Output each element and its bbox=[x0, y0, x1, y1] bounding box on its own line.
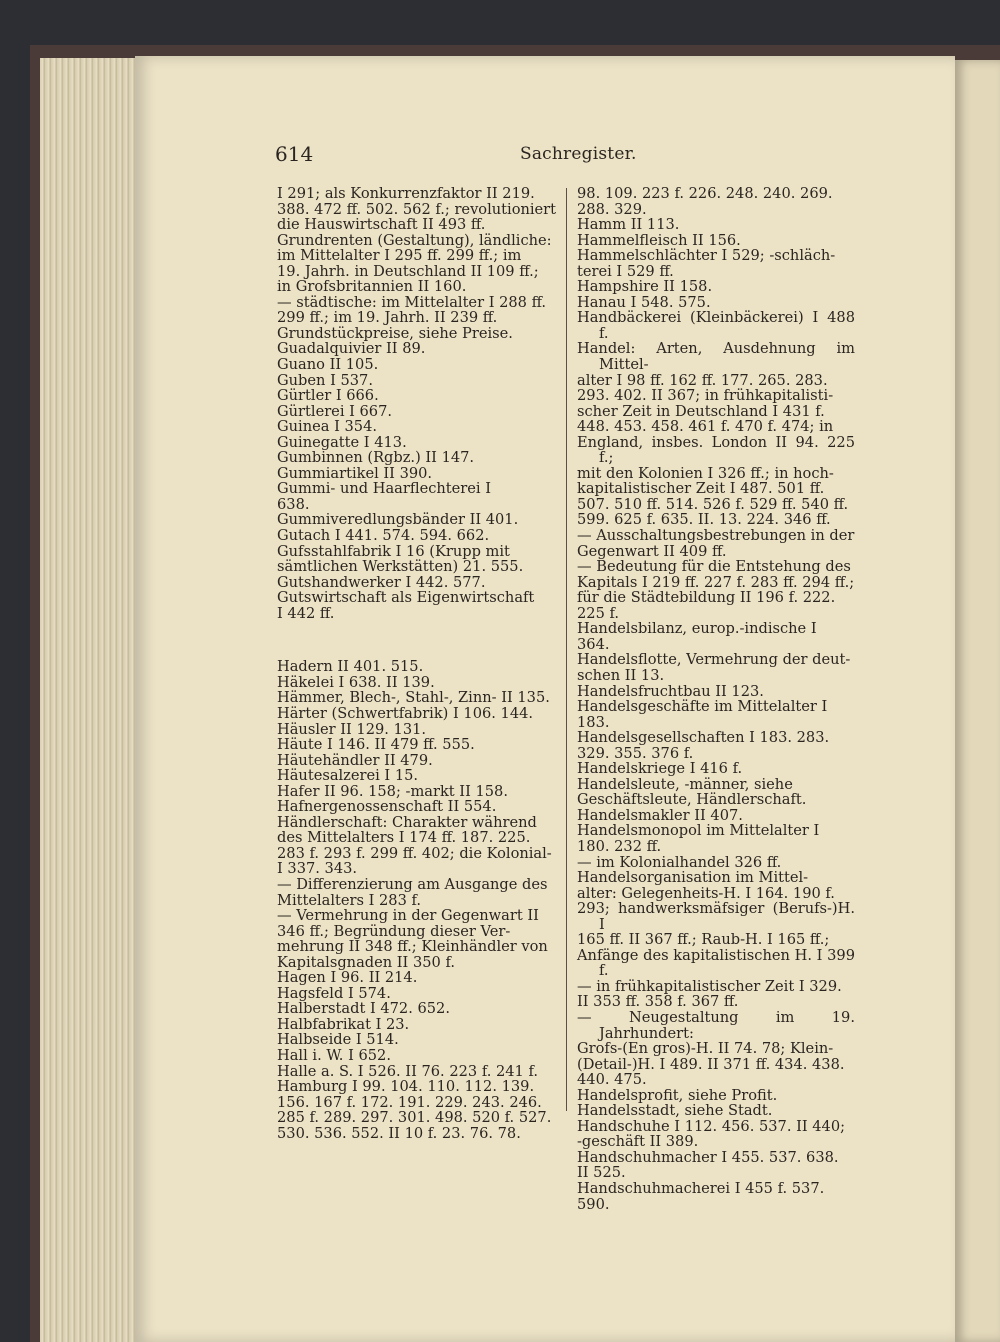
index-entry bbox=[277, 466, 559, 482]
index-entry bbox=[277, 373, 559, 389]
index-entry bbox=[577, 279, 855, 295]
index-entry-line: Mittelalters I 283 f. bbox=[277, 891, 422, 909]
index-entry bbox=[277, 295, 559, 326]
index-entry bbox=[577, 1119, 855, 1150]
index-entry-line: Handbäckerei (Kleinbäckerei) I 488 f. bbox=[577, 309, 855, 342]
index-entry-line: — städtische: im Mittelalter I 288 ff. bbox=[277, 293, 547, 311]
index-entry-line: 225 f. bbox=[577, 604, 620, 622]
index-entry-line: Halberstadt I 472. 652. bbox=[277, 1000, 450, 1018]
index-entry-line: im Mittelalter I 295 ff. 299 ff.; im bbox=[277, 247, 522, 265]
index-entry-line: — im Kolonialhandel 326 ff. bbox=[577, 853, 782, 871]
index-entry-line: 299 ff.; im 19. Jahrh. II 239 ff. bbox=[277, 309, 498, 327]
index-entry-line: 346 ff.; Begründung dieser Ver- bbox=[277, 922, 511, 940]
index-entry-line: -geschäft II 389. bbox=[577, 1133, 699, 1151]
index-entry-line: Handelsflotte, Vermehrung der deut- bbox=[577, 651, 851, 669]
index-entry-line: Häusler II 129. 131. bbox=[277, 720, 427, 738]
index-entry-line: 165 ff. II 367 ff.; Raub-H. I 165 ff.; bbox=[577, 931, 830, 949]
index-entry-line: 183. bbox=[577, 713, 610, 731]
index-entry bbox=[277, 575, 559, 591]
index-entry-line: 19. Jahrh. in Deutschland II 109 ff.; bbox=[277, 262, 539, 280]
index-entry-line: Handelsorganisation im Mittel- bbox=[577, 869, 809, 887]
index-entry-line: 293; handwerksmäfsiger (Berufs-)H. I bbox=[577, 900, 855, 933]
index-entry bbox=[577, 730, 855, 761]
index-entry-line: Handelsmonopol im Mittelalter I bbox=[577, 822, 820, 840]
index-entry-line: Hamm II 113. bbox=[577, 216, 680, 234]
index-entry bbox=[577, 1181, 855, 1212]
index-entry-line: Handelsmakler II 407. bbox=[577, 806, 743, 824]
index-entry-line: — Differenzierung am Ausgange des bbox=[277, 875, 548, 893]
index-entry-line: Gufsstahlfabrik I 16 (Krupp mit bbox=[277, 542, 510, 560]
index-entry bbox=[277, 1079, 559, 1141]
index-entry bbox=[577, 808, 855, 824]
index-entry-line: Kapitalsgnaden II 350 f. bbox=[277, 953, 455, 971]
index-entry-line: Handelsleute, -männer, siehe bbox=[577, 775, 793, 793]
index-entry bbox=[277, 404, 559, 420]
index-entry-line: (Detail-)H. I 489. II 371 ff. 434. 438. bbox=[577, 1055, 845, 1073]
section-gap bbox=[277, 621, 559, 659]
index-entry-line: Härter (Schwertfabrik) I 106. 144. bbox=[277, 704, 534, 722]
index-entry-line: Hanau I 548. 575. bbox=[577, 293, 711, 311]
index-entry-line: I 291; als Konkurrenzfaktor II 219. bbox=[277, 185, 535, 202]
index-entry-line: 638. bbox=[277, 495, 310, 513]
index-entry-line: 285 f. 289. 297. 301. 498. 520 f. 527. bbox=[277, 1109, 552, 1127]
index-entry bbox=[277, 908, 559, 970]
index-entry-line: 293. 402. II 367; in frühkapitalisti- bbox=[577, 387, 834, 405]
index-entry bbox=[577, 1150, 855, 1181]
index-entry-line: Hadern II 401. 515. bbox=[277, 658, 424, 676]
index-entry bbox=[277, 675, 559, 691]
index-entry-line: Häutesalzerei I 15. bbox=[277, 767, 419, 785]
index-entry bbox=[277, 233, 559, 295]
index-entry bbox=[577, 248, 855, 279]
index-entry bbox=[577, 233, 855, 249]
index-entry-line: Guadalquivier II 89. bbox=[277, 340, 426, 358]
index-entry-line: Gürtlerei I 667. bbox=[277, 402, 393, 420]
index-entry-line: Hammelschlächter I 529; -schläch- bbox=[577, 247, 836, 265]
index-entry-line: 283 f. 293 f. 299 ff. 402; die Kolonial- bbox=[277, 844, 552, 862]
index-entry bbox=[577, 823, 855, 854]
index-entry-line: Hall i. W. I 652. bbox=[277, 1046, 391, 1064]
index-entry-line: terei I 529 ff. bbox=[577, 262, 674, 280]
index-entry bbox=[577, 341, 855, 528]
index-entry-line: II 525. bbox=[577, 1164, 626, 1182]
index-entry bbox=[277, 659, 559, 675]
index-column-left bbox=[277, 186, 559, 1141]
index-entry-line: — Bedeutung für die Entstehung des bbox=[577, 558, 851, 576]
index-entry bbox=[577, 684, 855, 700]
page-number: 614 bbox=[275, 142, 314, 166]
index-entry bbox=[277, 753, 559, 769]
index-entry-line: Hämmer, Blech-, Stahl-, Zinn- II 135. bbox=[277, 689, 550, 707]
index-entry-line: Hamburg I 99. 104. 110. 112. 139. bbox=[277, 1078, 535, 1096]
index-entry-line: 599. 625 f. 635. II. 13. 224. 346 ff. bbox=[577, 511, 831, 529]
index-entry-line: mehrung II 348 ff.; Kleinhändler von bbox=[277, 938, 548, 956]
index-entry bbox=[277, 528, 559, 544]
index-entry-line: Gutshandwerker I 442. 577. bbox=[277, 573, 486, 591]
index-entry-line: England, insbes. London II 94. 225 f.; bbox=[577, 433, 855, 467]
index-entry bbox=[277, 512, 559, 528]
index-entry-line: Hafnergenossenschaft II 554. bbox=[277, 798, 497, 816]
index-entry-line: Handelsstadt, siehe Stadt. bbox=[577, 1102, 773, 1120]
index-entry-line: — Ausschaltungsbestrebungen in der bbox=[577, 527, 855, 545]
page-edges bbox=[40, 58, 140, 1342]
index-entry-line: 329. 355. 376 f. bbox=[577, 744, 694, 762]
index-entry bbox=[577, 777, 855, 808]
index-entry bbox=[277, 815, 559, 877]
index-entry-line: die Hauswirtschaft II 493 ff. bbox=[277, 216, 486, 234]
index-entry-line: Häkelei I 638. II 139. bbox=[277, 673, 435, 691]
index-entry bbox=[277, 435, 559, 451]
index-entry-line: sämtlichen Werkstätten) 21. 555. bbox=[277, 558, 524, 576]
index-entry-line: Grundstückpreise, siehe Preise. bbox=[277, 324, 513, 342]
index-entry-line: schen II 13. bbox=[577, 666, 665, 684]
index-entry-line: — Vermehrung in der Gegenwart II bbox=[277, 907, 539, 925]
index-entry-line: kapitalistischer Zeit I 487. 501 ff. bbox=[577, 480, 825, 498]
index-entry-line: Gumbinnen (Rgbz.) II 147. bbox=[277, 449, 475, 467]
index-entry bbox=[277, 768, 559, 784]
page-header bbox=[0, 142, 1000, 172]
index-entry-line: für die Städtebildung II 196 f. 222. bbox=[577, 589, 836, 607]
index-entry bbox=[277, 1001, 559, 1017]
index-entry-line: Guinea I 354. bbox=[277, 418, 377, 436]
index-entry-line: Handelsprofit, siehe Profit. bbox=[577, 1086, 778, 1104]
index-entry-line: Handel: Arten, Ausdehnung im Mittel- bbox=[577, 340, 855, 374]
column-divider bbox=[566, 188, 567, 1111]
index-entry bbox=[277, 799, 559, 815]
index-entry-line: Handelsgeschäfte im Mittelalter I bbox=[577, 698, 828, 716]
index-entry-line: Handschuhmacherei I 455 f. 537. bbox=[577, 1180, 825, 1197]
index-entry-line: mit den Kolonien I 326 ff.; in hoch- bbox=[577, 464, 834, 482]
index-entry-line: II 353 ff. 358 f. 367 ff. bbox=[577, 993, 739, 1011]
index-entry bbox=[577, 310, 855, 341]
index-entry-line: — Neugestaltung im 19. Jahrhundert: bbox=[577, 1008, 855, 1042]
index-entry-line: 448. 453. 458. 461 f. 470 f. 474; in bbox=[577, 418, 834, 436]
index-entry-line: Häutehändler II 479. bbox=[277, 751, 433, 769]
index-entry-line: 440. 475. bbox=[577, 1071, 647, 1089]
index-entry-line: Gutswirtschaft als Eigenwirtschaft bbox=[277, 589, 535, 607]
index-entry bbox=[277, 1048, 559, 1064]
index-entry bbox=[577, 761, 855, 777]
index-entry-line: 507. 510 ff. 514. 526 f. 529 ff. 540 ff. bbox=[577, 495, 849, 513]
index-entry bbox=[277, 986, 559, 1002]
index-entry bbox=[577, 559, 855, 621]
index-entry-line: 156. 167 f. 172. 191. 229. 243. 246. bbox=[277, 1093, 542, 1111]
index-entry bbox=[577, 1088, 855, 1104]
index-entry bbox=[577, 652, 855, 683]
index-entry-line: 364. bbox=[577, 635, 610, 653]
index-entry-line: Guben I 537. bbox=[277, 371, 373, 389]
index-entry bbox=[277, 784, 559, 800]
index-entry bbox=[577, 621, 855, 652]
index-entry bbox=[577, 699, 855, 730]
index-entry-line: I 337. 343. bbox=[277, 860, 358, 878]
index-entry-line: 388. 472 ff. 502. 562 f.; revolutioniert bbox=[277, 200, 557, 218]
index-entry-line: Hagen I 96. II 214. bbox=[277, 969, 418, 987]
index-entry bbox=[577, 528, 855, 559]
index-entry-line: Geschäftsleute, Händlerschaft. bbox=[577, 791, 807, 809]
index-entry bbox=[577, 1010, 855, 1088]
index-entry bbox=[577, 979, 855, 1010]
index-entry bbox=[577, 295, 855, 311]
index-entry bbox=[277, 590, 559, 621]
index-entry-line: Grundrenten (Gestaltung), ländliche: bbox=[277, 231, 552, 249]
index-entry bbox=[277, 388, 559, 404]
index-entry-line: Handschuhmacher I 455. 537. 638. bbox=[577, 1148, 839, 1166]
index-entry-line: Handelsbilanz, europ.-indische I bbox=[577, 620, 817, 638]
index-entry bbox=[277, 690, 559, 706]
index-entry-line: 530. 536. 552. II 10 f. 23. 76. 78. bbox=[277, 1124, 521, 1142]
index-entry-line: Gegenwart II 409 ff. bbox=[577, 542, 727, 560]
index-entry-line: I 442 ff. bbox=[277, 604, 335, 622]
index-entry-line: Handelsfruchtbau II 123. bbox=[577, 682, 764, 700]
index-entry-line: Hammelfleisch II 156. bbox=[577, 231, 741, 249]
index-entry-line: — in frühkapitalistischer Zeit I 329. bbox=[577, 977, 842, 995]
index-entry-line: 590. bbox=[577, 1195, 610, 1213]
index-entry-line: Anfänge des kapitalistischen H. I 399 f. bbox=[577, 946, 855, 980]
index-entry-line: 180. 232 ff. bbox=[577, 837, 662, 855]
index-entry bbox=[577, 217, 855, 233]
index-entry bbox=[577, 186, 855, 217]
index-entry-line: Gummi- und Haarflechterei I bbox=[277, 480, 491, 498]
index-entry bbox=[277, 1064, 559, 1080]
index-entry bbox=[277, 341, 559, 357]
index-entry-line: alter I 98 ff. 162 ff. 177. 265. 283. bbox=[577, 371, 828, 389]
index-entry-line: Halle a. S. I 526. II 76. 223 f. 241 f. bbox=[277, 1062, 538, 1080]
facing-page-edge bbox=[955, 60, 1000, 1342]
index-entry-line: 288. 329. bbox=[577, 200, 647, 218]
index-entry-line: 98. 109. 223 f. 226. 248. 240. 269. bbox=[577, 185, 833, 202]
index-entry bbox=[577, 1103, 855, 1119]
index-entry-line: Guinegatte I 413. bbox=[277, 433, 407, 451]
index-entry-line: Handelsgesellschaften I 183. 283. bbox=[577, 729, 830, 747]
index-entry bbox=[277, 722, 559, 738]
index-entry bbox=[277, 450, 559, 466]
index-entry-line: Hagsfeld I 574. bbox=[277, 984, 391, 1002]
index-entry bbox=[277, 1017, 559, 1033]
index-entry bbox=[277, 706, 559, 722]
index-entry-line: Handschuhe I 112. 456. 537. II 440; bbox=[577, 1117, 846, 1135]
index-entry-line: Kapitals I 219 ff. 227 f. 283 ff. 294 ff.; bbox=[577, 573, 855, 591]
index-entry-line: Hampshire II 158. bbox=[577, 278, 713, 296]
index-entry-line: des Mittelalters I 174 ff. 187. 225. bbox=[277, 829, 531, 847]
index-entry bbox=[277, 877, 559, 908]
index-entry-line: Handelskriege I 416 f. bbox=[577, 760, 743, 778]
index-entry-line: Grofs-(En gros)-H. II 74. 78; Klein- bbox=[577, 1040, 834, 1058]
index-entry bbox=[277, 1032, 559, 1048]
index-entry-line: Händlerschaft: Charakter während bbox=[277, 813, 537, 831]
index-entry-line: Gutach I 441. 574. 594. 662. bbox=[277, 527, 490, 545]
index-entry-line: Häute I 146. II 479 ff. 555. bbox=[277, 736, 475, 754]
index-entry-line: Gummiartikel II 390. bbox=[277, 464, 433, 482]
index-entry bbox=[277, 419, 559, 435]
index-entry bbox=[277, 481, 559, 512]
index-entry-line: alter: Gelegenheits-H. I 164. 190 f. bbox=[577, 884, 835, 902]
index-entry-line: Guano II 105. bbox=[277, 356, 379, 374]
index-column-right bbox=[577, 186, 855, 1212]
index-entry bbox=[277, 357, 559, 373]
index-entry bbox=[577, 870, 855, 979]
index-entry bbox=[277, 326, 559, 342]
index-entry bbox=[277, 737, 559, 753]
index-entry-line: in Grofsbritannien II 160. bbox=[277, 278, 467, 296]
index-entry-line: Hafer II 96. 158; -markt II 158. bbox=[277, 782, 508, 800]
index-entry bbox=[277, 544, 559, 575]
index-entry-line: Gummiveredlungsbänder II 401. bbox=[277, 511, 519, 529]
index-entry-line: Halbfabrikat I 23. bbox=[277, 1015, 410, 1033]
index-entry-line: Gürtler I 666. bbox=[277, 387, 379, 405]
index-entry-line: Halbseide I 514. bbox=[277, 1031, 399, 1049]
index-entry bbox=[277, 186, 559, 233]
running-title: Sachregister. bbox=[520, 144, 637, 164]
index-entry bbox=[277, 970, 559, 986]
index-entry-line: scher Zeit in Deutschland I 431 f. bbox=[577, 402, 825, 420]
index-entry bbox=[577, 855, 855, 871]
